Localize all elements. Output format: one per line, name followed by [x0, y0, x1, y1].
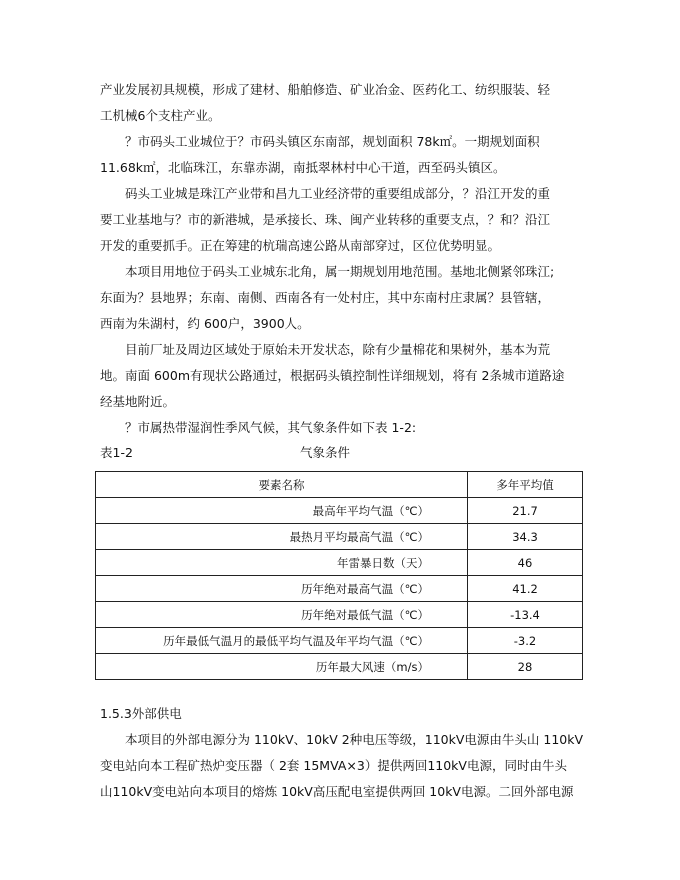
table-row	[96, 602, 583, 628]
table-row	[96, 628, 583, 654]
paragraph-line: 本项目的外部电源分为 110kV、10kV 2种电压等级，110kV电源由牛头山 110kV	[125, 732, 584, 747]
table-row	[96, 524, 583, 550]
table-row	[96, 498, 583, 524]
table-cell-value: 28	[468, 654, 583, 680]
paragraph-line: 码头工业城是珠江产业带和昌九工业经济带的重要组成部分，？沿江开发的重	[125, 186, 551, 201]
paragraph-line: 11.68k㎡，北临珠江，东靠赤湖，南抵翠林村中心干道，西至码头镇区。	[100, 160, 506, 175]
table-cell-name: 历年最大风速（m/s）	[96, 654, 468, 680]
paragraph-line: 要工业基地与？市的新港城，是承接长、珠、闽产业转移的重要支点，？和？沿江	[100, 212, 551, 227]
table-cell-value: 41.2	[468, 576, 583, 602]
table-header-row	[96, 472, 583, 498]
paragraph-line: 变电站向本工程矿热炉变压器（ 2套 15MVA×3）提供两回110kV电源，同时由牛头	[100, 758, 567, 773]
table-cell-value: 46	[468, 550, 583, 576]
section-heading: 1.5.3外部供电	[100, 706, 182, 721]
header-cell-name: 要素名称	[96, 472, 468, 498]
table-cell-name: 历年绝对最低气温（℃）	[96, 602, 468, 628]
paragraph-line: 工机械6个支柱产业。	[100, 108, 221, 123]
paragraph-line: ？市码头工业城位于？市码头镇区东南部，规划面积 78k㎡。一期规划面积	[125, 134, 540, 149]
paragraph-line: 开发的重要抓手。正在筹建的杭瑞高速公路从南部穿过，区位优势明显。	[100, 238, 501, 253]
table-cell-name: 最高年平均气温（℃）	[96, 498, 468, 524]
paragraph-line: 西南为朱湖村，约 600户，3900人。	[100, 316, 310, 331]
paragraph-line: 东面为？县地界；东南、南侧、西南各有一处村庄，其中东南村庄隶属？县管辖，	[100, 290, 551, 305]
paragraph-line: 本项目用地位于码头工业城东北角，属一期规划用地范围。基地北侧紧邻珠江;	[125, 264, 555, 279]
table-cell-name: 历年绝对最高气温（℃）	[96, 576, 468, 602]
table-row	[96, 654, 583, 680]
climate-table	[95, 471, 583, 680]
table-cell-name: 最热月平均最高气温（℃）	[96, 524, 468, 550]
paragraph-line: 目前厂址及周边区域处于原始未开发状态，除有少量棉花和果树外，基本为荒	[125, 342, 551, 357]
table-row	[96, 576, 583, 602]
table-cell-value: -13.4	[468, 602, 583, 628]
paragraph-line: 产业发展初具规模，形成了建材、船舶修造、矿业冶金、医药化工、纺织服装、轻	[100, 82, 551, 97]
paragraph-line: 经基地附近。	[100, 394, 176, 409]
table-title: 气象条件	[300, 445, 351, 460]
paragraph-line: ？市属热带湿润性季风气候，其气象条件如下表 1-2:	[125, 420, 417, 435]
paragraph-line: 地。南面 600m有现状公路通过，根据码头镇控制性详细规划，将有 2条城市道路途	[100, 368, 565, 383]
table-caption	[100, 444, 580, 462]
table-number: 表1-2	[100, 445, 133, 460]
table-cell-name: 年雷暴日数（天）	[96, 550, 468, 576]
paragraph-line: 山110kV变电站向本项目的熔炼 10kV高压配电室提供两回 10kV电源。二回外部电源	[100, 784, 574, 799]
table-row	[96, 550, 583, 576]
table-cell-value: 34.3	[468, 524, 583, 550]
header-cell-value: 多年平均值	[468, 472, 583, 498]
table-cell-name: 历年最低气温月的最低平均气温及年平均气温（℃）	[96, 628, 468, 654]
table-cell-value: -3.2	[468, 628, 583, 654]
table-cell-value: 21.7	[468, 498, 583, 524]
